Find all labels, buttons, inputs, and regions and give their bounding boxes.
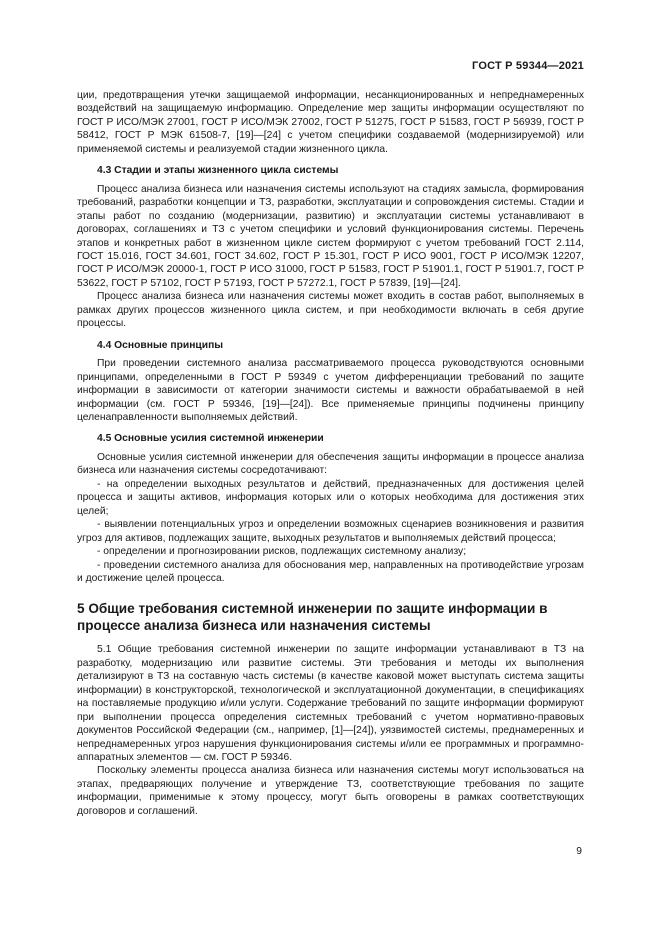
- page-number: 9: [576, 845, 582, 857]
- paragraph: Процесс анализа бизнеса или назначения системы может входить в состав работ, выполняемых в рамках других процессов жизненного цикла систем, и при необходимости включать в себя другие процессы.: [77, 291, 584, 330]
- list-item: - определении и прогнозировании рисков, подлежащих системному анализу;: [97, 546, 467, 558]
- section-heading-4-4: 4.4 Основные принципы: [97, 339, 224, 351]
- paragraph: При проведении системного анализа рассматриваемого процесса руководствуются основными принципами, определенными в ГОСТ Р 59349 с учетом дифференциации требований по защите информации в зависимости от категории значимости системы и важности обрабатываемой в ней информации (см. ГОСТ Р 59346, [19]—[24]). Все применяемые принципы подчинены принципу целенаправленности выполняемых действий.: [77, 358, 584, 423]
- section-heading-4-3: 4.3 Стадии и этапы жизненного цикла системы: [97, 165, 339, 177]
- paragraph: Поскольку элементы процесса анализа бизнеса или назначения системы могут использоваться на этапах, предваряющих получение и утверждение ТЗ, соответствующие требования по защите информации, применимые к этому процессу, могут быть оговорены в рамках соответствующих договоров и соглашений.: [77, 765, 584, 817]
- list-item: - на определении выходных результатов и действий, предназначенных для достижения целей процесса и защиты активов, информация которых или о которых необходима для достижения этих целей;: [77, 478, 584, 517]
- page-content: [77, 89, 584, 818]
- paragraph: Основные усилия системной инженерии для обеспечения защиты информации в процессе анализа бизнеса или назначения системы сосредотачивают:: [77, 451, 584, 477]
- section-heading-4-5: 4.5 Основные усилия системной инженерии: [97, 433, 324, 445]
- list-item: - проведении системного анализа для обоснования мер, направленных на противодействие угрозам и достижение целей процесса.: [77, 559, 584, 584]
- list-item: - выявлении потенциальных угроз и определении возможных сценариев возникновения и развития угроз для активов, подлежащих защите, выходных результатов и выполняемых действий процесса;: [77, 519, 584, 544]
- paragraph: Процесс анализа бизнеса или назначения системы используют на стадиях замысла, формирования требований, разработки концепции и ТЗ, разработки, эксплуатации и сопровождения системы. Стадии и этапы работ по созданию (модернизации, развитию) и эксплуатации системы устанавливают в договорах, соглашениях и ТЗ с учетом специфики и условий функционирования системы. Перечень этапов и конкретных работ в жизненном цикле систем формируют с учетом требований ГОСТ 2.114, ГОСТ 15.016, ГОСТ 34.601, ГОСТ 34.602, ГОСТ Р 15.301, ГОСТ Р ИСО 9001, ГОСТ Р ИСО/МЭК 12207, ГОСТ Р ИСО/МЭК 20000-1, ГОСТ Р ИСО 31000, ГОСТ Р 51583, ГОСТ Р 51901.1, ГОСТ Р 51901.7, ГОСТ Р 53622, ГОСТ Р 57102, ГОСТ Р 57193, ГОСТ Р 57272.1, ГОСТ Р 57839, [19]—[24].: [77, 183, 584, 289]
- paragraph: ции, предотвращения утечки защищаемой информации, несанкционированных и непреднамеренных воздействий на защищаемую информацию. Определение мер защиты информации осуществляют по ГОСТ Р ИСО/МЭК 27001, ГОСТ Р ИСО/МЭК 27002, ГОСТ Р 51275, ГОСТ Р 51583, ГОСТ Р 56939, ГОСТ Р 58412, ГОСТ Р МЭК 61508-7, [19]—[24] с учетом специфики создаваемой (модернизируемой) или применяемой системы и реализуемой стадии жизненного цикла.: [77, 90, 584, 155]
- standard-code-header: ГОСТ Р 59344—2021: [472, 60, 584, 72]
- section-heading-5: 5 Общие требования системной инженерии по защите информации в процессе анализа бизнеса или назначения системы: [77, 601, 548, 634]
- paragraph: 5.1 Общие требования системной инженерии по защите информации устанавливают в ТЗ на разработку, модернизацию или развитие системы. Эти требования и методы их выполнения детализируют в ТЗ на составную часть системы (в качестве каковой может выступать система защиты информации) в конструкторской, технологической и эксплуатационной документации, в спецификациях на поставляемые продукцию и/или услуги. Содержание требований по защите информации формируют при выполнении процесса определения системных требований с учетом нормативно-правовых документов Российской Федерации (см., например, [1]—[24]), уязвимостей системы, преднамеренных и непреднамеренных угроз нарушения функционирования системы и/или ее программных и программно-аппаратных элементов — см. ГОСТ Р 59346.: [77, 644, 584, 764]
